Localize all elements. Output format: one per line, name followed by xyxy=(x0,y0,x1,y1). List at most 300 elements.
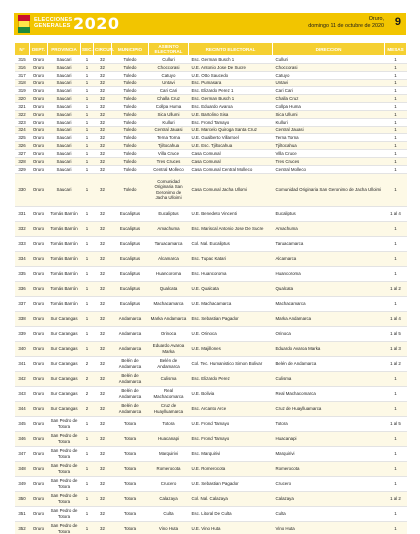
cell-col-province: Saucari xyxy=(48,165,81,173)
cell-col-electoral-venue: U.E. Frond Tamayo xyxy=(189,416,273,431)
header-col-number: N° xyxy=(15,43,30,56)
table-row xyxy=(15,371,407,386)
table-row xyxy=(15,461,407,476)
cell-col-municipality: Toledo xyxy=(112,173,149,206)
cell-col-electoral-venue: Casa Comunal xyxy=(189,157,273,165)
cell-col-circunscription: 32 xyxy=(94,506,112,521)
cell-col-section: 1 xyxy=(81,251,94,266)
cell-col-address: Sica Ullumi xyxy=(273,110,385,118)
table-row xyxy=(15,266,407,281)
cell-col-tables: 1 xyxy=(385,95,407,103)
cell-col-number: 327 xyxy=(15,150,30,158)
cell-col-tables: 1 xyxy=(385,266,407,281)
cell-col-tables: 1 al 4 xyxy=(385,311,407,326)
cell-col-municipality: Totora xyxy=(112,446,149,461)
cell-col-section: 1 xyxy=(81,341,94,356)
cell-col-province: Sur Carangas xyxy=(48,311,81,326)
cell-col-address: Marquirivi xyxy=(273,446,385,461)
cell-col-province: Saucari xyxy=(48,87,81,95)
cell-col-address: Collpa Huma xyxy=(273,103,385,111)
cell-col-tables: 1 xyxy=(385,87,407,95)
cell-col-tables: 1 al 5 xyxy=(385,416,407,431)
cell-col-province: Saucari xyxy=(48,118,81,126)
cell-col-number: 352 xyxy=(15,521,30,534)
cell-col-department: Oruro xyxy=(30,386,48,401)
cell-col-electoral-seat: Culluri xyxy=(149,56,189,64)
table-row xyxy=(15,521,407,534)
cell-col-tables: 1 xyxy=(385,142,407,150)
table-row xyxy=(15,95,407,103)
cell-col-electoral-venue: Col. Nal. Eucaliptus xyxy=(189,236,273,251)
cell-col-municipality: Andamarca xyxy=(112,326,149,341)
cell-col-section: 1 xyxy=(81,165,94,173)
cell-col-department: Oruro xyxy=(30,431,48,446)
cell-col-municipality: Toledo xyxy=(112,142,149,150)
cell-col-municipality: Toledo xyxy=(112,118,149,126)
cell-col-department: Oruro xyxy=(30,461,48,476)
table-row xyxy=(15,87,407,95)
cell-col-electoral-seat: Catuyo xyxy=(149,71,189,79)
cell-col-department: Oruro xyxy=(30,236,48,251)
table-row xyxy=(15,386,407,401)
cell-col-number: 347 xyxy=(15,446,30,461)
cell-col-number: 318 xyxy=(15,79,30,87)
cell-col-section: 2 xyxy=(81,386,94,401)
cell-col-number: 341 xyxy=(15,356,30,371)
cell-col-tables: 1 xyxy=(385,236,407,251)
cell-col-address: Central Jauasi xyxy=(273,126,385,134)
cell-col-tables: 1 xyxy=(385,126,407,134)
cell-col-address: Belén de Andamarca xyxy=(273,356,385,371)
header-col-section: SEC. xyxy=(81,43,94,56)
cell-col-electoral-seat: Qualcata xyxy=(149,281,189,296)
cell-col-municipality: Totora xyxy=(112,491,149,506)
cell-col-tables: 1 al 2 xyxy=(385,281,407,296)
header-department: Oruro, xyxy=(368,16,384,22)
cell-col-municipality: Totora xyxy=(112,416,149,431)
cell-col-number: 325 xyxy=(15,134,30,142)
cell-col-circunscription: 32 xyxy=(94,266,112,281)
cell-col-province: Saucari xyxy=(48,134,81,142)
header-location-date xyxy=(308,16,384,30)
cell-col-department: Oruro xyxy=(30,311,48,326)
cell-col-electoral-venue: Esc. Frond Tamayo xyxy=(189,118,273,126)
cell-col-section: 1 xyxy=(81,461,94,476)
cell-col-circunscription: 32 xyxy=(94,126,112,134)
table-row xyxy=(15,126,407,134)
cell-col-electoral-seat: Terna Torna xyxy=(149,134,189,142)
cell-col-number: 348 xyxy=(15,461,30,476)
cell-col-electoral-seat: Villa Cruce xyxy=(149,150,189,158)
cell-col-number: 328 xyxy=(15,157,30,165)
cell-col-electoral-seat: Tres Cruces xyxy=(149,157,189,165)
cell-col-tables: 1 xyxy=(385,150,407,158)
cell-col-province: San Pedro de Totora xyxy=(48,506,81,521)
cell-col-section: 1 xyxy=(81,206,94,221)
cell-col-circunscription: 32 xyxy=(94,110,112,118)
cell-col-circunscription: 32 xyxy=(94,461,112,476)
cell-col-province: San Pedro de Totora xyxy=(48,476,81,491)
cell-col-address: Catuyo xyxy=(273,71,385,79)
cell-col-municipality: Eucaliptus xyxy=(112,281,149,296)
cell-col-municipality: Toledo xyxy=(112,95,149,103)
cell-col-circunscription: 32 xyxy=(94,206,112,221)
table-row xyxy=(15,157,407,165)
cell-col-circunscription: 32 xyxy=(94,386,112,401)
cell-col-electoral-venue: Col. Tec. Humanistico Simon Bolivar xyxy=(189,356,273,371)
cell-col-circunscription: 32 xyxy=(94,150,112,158)
cell-col-address: Huancoroma xyxy=(273,266,385,281)
cell-col-department: Oruro xyxy=(30,401,48,416)
cell-col-electoral-venue: Casa Comunal Jacha Ullomi xyxy=(189,173,273,206)
table-row xyxy=(15,491,407,506)
table-row xyxy=(15,506,407,521)
cell-col-electoral-venue: U.E. Bolivia xyxy=(189,386,273,401)
table-row xyxy=(15,446,407,461)
cell-col-municipality: Andamarca xyxy=(112,341,149,356)
cell-col-number: 332 xyxy=(15,221,30,236)
cell-col-circunscription: 32 xyxy=(94,103,112,111)
table-row xyxy=(15,79,407,87)
cell-col-number: 319 xyxy=(15,87,30,95)
cell-col-section: 1 xyxy=(81,173,94,206)
cell-col-province: Tomás Barrón xyxy=(48,296,81,311)
cell-col-address: Challa Cruz xyxy=(273,95,385,103)
cell-col-number: 337 xyxy=(15,296,30,311)
cell-col-circunscription: 32 xyxy=(94,311,112,326)
cell-col-electoral-seat: Amachuma xyxy=(149,221,189,236)
cell-col-electoral-venue: Esc. Elizardo Perez xyxy=(189,371,273,386)
cell-col-section: 1 xyxy=(81,506,94,521)
cell-col-circunscription: 32 xyxy=(94,63,112,71)
cell-col-address: Comunidad Originaria San Geronimo de Jacha Ulloimi xyxy=(273,173,385,206)
cell-col-address: Real Machacomarca xyxy=(273,386,385,401)
cell-col-electoral-seat: Calazaya xyxy=(149,491,189,506)
cell-col-tables: 1 xyxy=(385,476,407,491)
cell-col-number: 342 xyxy=(15,371,30,386)
cell-col-municipality: Toledo xyxy=(112,63,149,71)
cell-col-electoral-seat: Eucaliptus xyxy=(149,206,189,221)
cell-col-electoral-venue: Esc. Litoral De Culta xyxy=(189,506,273,521)
cell-col-department: Oruro xyxy=(30,356,48,371)
cell-col-tables: 1 xyxy=(385,386,407,401)
cell-col-electoral-venue: Esc. Eduardo Avaroa xyxy=(189,103,273,111)
cell-col-electoral-seat: Comunidad Originaria San Geronimo de Jacha Ulloimi xyxy=(149,173,189,206)
cell-col-province: Sur Carangas xyxy=(48,401,81,416)
cell-col-province: Tomás Barrón xyxy=(48,266,81,281)
cell-col-province: Saucari xyxy=(48,63,81,71)
cell-col-section: 1 xyxy=(81,157,94,165)
cell-col-number: 343 xyxy=(15,386,30,401)
cell-col-section: 1 xyxy=(81,266,94,281)
cell-col-address: Culluri xyxy=(273,56,385,64)
cell-col-province: Saucari xyxy=(48,95,81,103)
cell-col-province: San Pedro de Totora xyxy=(48,416,81,431)
page-number: 9 xyxy=(394,16,401,28)
cell-col-circunscription: 32 xyxy=(94,173,112,206)
cell-col-municipality: Toledo xyxy=(112,126,149,134)
cell-col-circunscription: 32 xyxy=(94,296,112,311)
cell-col-number: 315 xyxy=(15,56,30,64)
cell-col-address: Cruz de Huaylluamarca xyxy=(273,401,385,416)
cell-col-circunscription: 32 xyxy=(94,157,112,165)
cell-col-electoral-venue: U.E. Sebastian Pagador xyxy=(189,476,273,491)
cell-col-number: 333 xyxy=(15,236,30,251)
cell-col-address: Machacamarca xyxy=(273,296,385,311)
cell-col-municipality: Toledo xyxy=(112,103,149,111)
cell-col-electoral-venue: Esc. Marquirivi xyxy=(189,446,273,461)
cell-col-electoral-seat: Cari Cari xyxy=(149,87,189,95)
cell-col-tables: 1 xyxy=(385,56,407,64)
cell-col-circunscription: 32 xyxy=(94,134,112,142)
cell-col-electoral-venue: U.E. Otto Saucedo xyxy=(189,71,273,79)
cell-col-municipality: Toledo xyxy=(112,134,149,142)
cell-col-department: Oruro xyxy=(30,221,48,236)
cell-col-municipality: Eucaliptus xyxy=(112,236,149,251)
table-row xyxy=(15,281,407,296)
cell-col-department: Oruro xyxy=(30,476,48,491)
cell-col-electoral-seat: Culta xyxy=(149,506,189,521)
cell-col-number: 324 xyxy=(15,126,30,134)
cell-col-electoral-venue: U.E. Benedeto Vincenti xyxy=(189,206,273,221)
cell-col-address: Orinoca xyxy=(273,326,385,341)
cell-col-circunscription: 32 xyxy=(94,236,112,251)
cell-col-electoral-venue: U.E. Bartolino Sisa xyxy=(189,110,273,118)
table-row xyxy=(15,296,407,311)
cell-col-electoral-venue: Casa Comunal Central Molleco xyxy=(189,165,273,173)
cell-col-electoral-venue: Esc. Arcanto Arce xyxy=(189,401,273,416)
cell-col-municipality: Belén de Andamarca xyxy=(112,371,149,386)
cell-col-circunscription: 32 xyxy=(94,165,112,173)
cell-col-number: 339 xyxy=(15,326,30,341)
cell-col-municipality: Toledo xyxy=(112,157,149,165)
cell-col-address: Cari Cari xyxy=(273,87,385,95)
cell-col-electoral-venue: Esc. Sebastian Pagador xyxy=(189,311,273,326)
cell-col-municipality: Totora xyxy=(112,431,149,446)
cell-col-address: Culta xyxy=(273,506,385,521)
table-row xyxy=(15,118,407,126)
cell-col-electoral-seat: Huancoroma xyxy=(149,266,189,281)
cell-col-electoral-seat: Central Jauasi xyxy=(149,126,189,134)
cell-col-number: 345 xyxy=(15,416,30,431)
cell-col-section: 1 xyxy=(81,56,94,64)
cell-col-electoral-seat: Eduardo Avaroa Marka xyxy=(149,341,189,356)
cell-col-circunscription: 32 xyxy=(94,281,112,296)
cell-col-circunscription: 32 xyxy=(94,521,112,534)
cell-col-address: Qualcata xyxy=(273,281,385,296)
cell-col-circunscription: 32 xyxy=(94,326,112,341)
cell-col-electoral-seat: Totora xyxy=(149,416,189,431)
cell-col-department: Oruro xyxy=(30,63,48,71)
cell-col-address: Calazaya xyxy=(273,491,385,506)
cell-col-address: Vino Huta xyxy=(273,521,385,534)
table-row xyxy=(15,63,407,71)
header-title-line1: ELECCIONES xyxy=(34,17,73,23)
cell-col-electoral-venue: U.E. Machacamarca xyxy=(189,296,273,311)
cell-col-section: 1 xyxy=(81,281,94,296)
cell-col-circunscription: 32 xyxy=(94,416,112,431)
cell-col-number: 335 xyxy=(15,266,30,281)
cell-col-municipality: Toledo xyxy=(112,56,149,64)
cell-col-province: Tomás Barrón xyxy=(48,281,81,296)
cell-col-electoral-venue: U.E. Marcelo Quiroga Santa Cruz xyxy=(189,126,273,134)
cell-col-province: Tomás Barrón xyxy=(48,206,81,221)
cell-col-department: Oruro xyxy=(30,150,48,158)
cell-col-municipality: Toledo xyxy=(112,71,149,79)
cell-col-section: 1 xyxy=(81,236,94,251)
cell-col-electoral-venue: U.E. Vino Huta xyxy=(189,521,273,534)
cell-col-electoral-seat: Choccorasi xyxy=(149,63,189,71)
cell-col-section: 1 xyxy=(81,142,94,150)
table-row xyxy=(15,134,407,142)
cell-col-electoral-seat: Machacamarca xyxy=(149,296,189,311)
cell-col-section: 2 xyxy=(81,371,94,386)
cell-col-circunscription: 32 xyxy=(94,491,112,506)
cell-col-circunscription: 32 xyxy=(94,476,112,491)
table-row xyxy=(15,431,407,446)
cell-col-electoral-seat: Alcamarca xyxy=(149,251,189,266)
table-row xyxy=(15,173,407,206)
cell-col-department: Oruro xyxy=(30,95,48,103)
cell-col-tables: 1 al 2 xyxy=(385,356,407,371)
cell-col-circunscription: 32 xyxy=(94,431,112,446)
cell-col-section: 1 xyxy=(81,296,94,311)
cell-col-province: Sur Carangas xyxy=(48,341,81,356)
table-row xyxy=(15,56,407,64)
cell-col-address: Romerocota xyxy=(273,461,385,476)
cell-col-circunscription: 32 xyxy=(94,118,112,126)
table-row xyxy=(15,221,407,236)
cell-col-tables: 1 al 3 xyxy=(385,341,407,356)
cell-col-province: Saucari xyxy=(48,157,81,165)
table-header-row xyxy=(15,43,407,56)
cell-col-electoral-venue: Esc. Pumasara xyxy=(189,79,273,87)
cell-col-section: 1 xyxy=(81,79,94,87)
cell-col-address: Huacanapi xyxy=(273,431,385,446)
header-col-address: DIRECCION xyxy=(273,43,385,56)
cell-col-number: 330 xyxy=(15,173,30,206)
cell-col-municipality: Toledo xyxy=(112,87,149,95)
cell-col-section: 1 xyxy=(81,311,94,326)
cell-col-tables: 1 xyxy=(385,296,407,311)
page-header xyxy=(14,13,406,35)
cell-col-province: Sur Carangas xyxy=(48,356,81,371)
cell-col-circunscription: 32 xyxy=(94,142,112,150)
cell-col-section: 1 xyxy=(81,95,94,103)
cell-col-municipality: Toledo xyxy=(112,165,149,173)
cell-col-address: Marka Andamarca xyxy=(273,311,385,326)
cell-col-electoral-venue: U.E. Gualberto Villarroel xyxy=(189,134,273,142)
cell-col-department: Oruro xyxy=(30,371,48,386)
cell-col-number: 334 xyxy=(15,251,30,266)
header-title xyxy=(34,17,74,29)
cell-col-province: Saucari xyxy=(48,142,81,150)
cell-col-address: Eduardo Avaroa Marka xyxy=(273,341,385,356)
cell-col-department: Oruro xyxy=(30,281,48,296)
cell-col-tables: 1 xyxy=(385,371,407,386)
cell-col-electoral-seat: Belén de Andamarca xyxy=(149,356,189,371)
cell-col-province: Tomás Barrón xyxy=(48,236,81,251)
cell-col-section: 1 xyxy=(81,476,94,491)
table-row xyxy=(15,71,407,79)
table-row xyxy=(15,142,407,150)
cell-col-tables: 1 xyxy=(385,71,407,79)
cell-col-electoral-venue: U.E. Romerocota xyxy=(189,461,273,476)
cell-col-address: Untavi xyxy=(273,79,385,87)
table-row xyxy=(15,236,407,251)
cell-col-address: Tres Cruces xyxy=(273,157,385,165)
cell-col-electoral-venue: Esc. Tupac Katari xyxy=(189,251,273,266)
cell-col-municipality: Toledo xyxy=(112,110,149,118)
cell-col-department: Oruro xyxy=(30,103,48,111)
cell-col-department: Oruro xyxy=(30,266,48,281)
cell-col-department: Oruro xyxy=(30,87,48,95)
cell-col-circunscription: 32 xyxy=(94,95,112,103)
cell-col-province: Saucari xyxy=(48,103,81,111)
cell-col-municipality: Belén de Andamarca xyxy=(112,386,149,401)
cell-col-department: Oruro xyxy=(30,134,48,142)
cell-col-section: 1 xyxy=(81,103,94,111)
cell-col-electoral-venue: U.E. Antonio Jose De Sucre xyxy=(189,63,273,71)
cell-col-electoral-seat: Huacanapi xyxy=(149,431,189,446)
cell-col-electoral-venue: Esc. Frond Tamayo xyxy=(189,431,273,446)
table-row xyxy=(15,401,407,416)
cell-col-municipality: Eucaliptus xyxy=(112,266,149,281)
cell-col-province: San Pedro de Totora xyxy=(48,491,81,506)
cell-col-tables: 1 xyxy=(385,446,407,461)
cell-col-section: 1 xyxy=(81,521,94,534)
header-col-tables: MESAS xyxy=(385,43,407,56)
cell-col-section: 1 xyxy=(81,134,94,142)
table-row xyxy=(15,165,407,173)
cell-col-electoral-venue: Esc. German Busch 1 xyxy=(189,56,273,64)
cell-col-electoral-seat: Taruacamarca xyxy=(149,236,189,251)
cell-col-address: Crucero xyxy=(273,476,385,491)
cell-col-circunscription: 32 xyxy=(94,56,112,64)
cell-col-electoral-seat: Real Machacomarca xyxy=(149,386,189,401)
cell-col-municipality: Eucaliptus xyxy=(112,251,149,266)
cell-col-department: Oruro xyxy=(30,416,48,431)
table-row xyxy=(15,326,407,341)
cell-col-number: 320 xyxy=(15,95,30,103)
cell-col-tables: 1 xyxy=(385,110,407,118)
cell-col-address: Taruacamarca xyxy=(273,236,385,251)
cell-col-department: Oruro xyxy=(30,446,48,461)
cell-col-address: Amachuma xyxy=(273,221,385,236)
cell-col-province: Saucari xyxy=(48,126,81,134)
header-col-municipality: MUNICIPIO xyxy=(112,43,149,56)
cell-col-address: Culisma xyxy=(273,371,385,386)
cell-col-department: Oruro xyxy=(30,326,48,341)
cell-col-department: Oruro xyxy=(30,521,48,534)
cell-col-address: Villa Cruce xyxy=(273,150,385,158)
cell-col-address: Tjiltocahua xyxy=(273,142,385,150)
cell-col-circunscription: 32 xyxy=(94,71,112,79)
cell-col-number: 323 xyxy=(15,118,30,126)
table-row xyxy=(15,150,407,158)
cell-col-section: 2 xyxy=(81,401,94,416)
cell-col-electoral-venue: U.E. Majillones xyxy=(189,341,273,356)
cell-col-tables: 1 al 5 xyxy=(385,326,407,341)
cell-col-section: 1 xyxy=(81,491,94,506)
cell-col-municipality: Totora xyxy=(112,461,149,476)
cell-col-municipality: Eucaliptus xyxy=(112,206,149,221)
cell-col-number: 340 xyxy=(15,341,30,356)
cell-col-number: 329 xyxy=(15,165,30,173)
table-row xyxy=(15,251,407,266)
header-col-department: DEPT. xyxy=(30,43,48,56)
table-row xyxy=(15,103,407,111)
